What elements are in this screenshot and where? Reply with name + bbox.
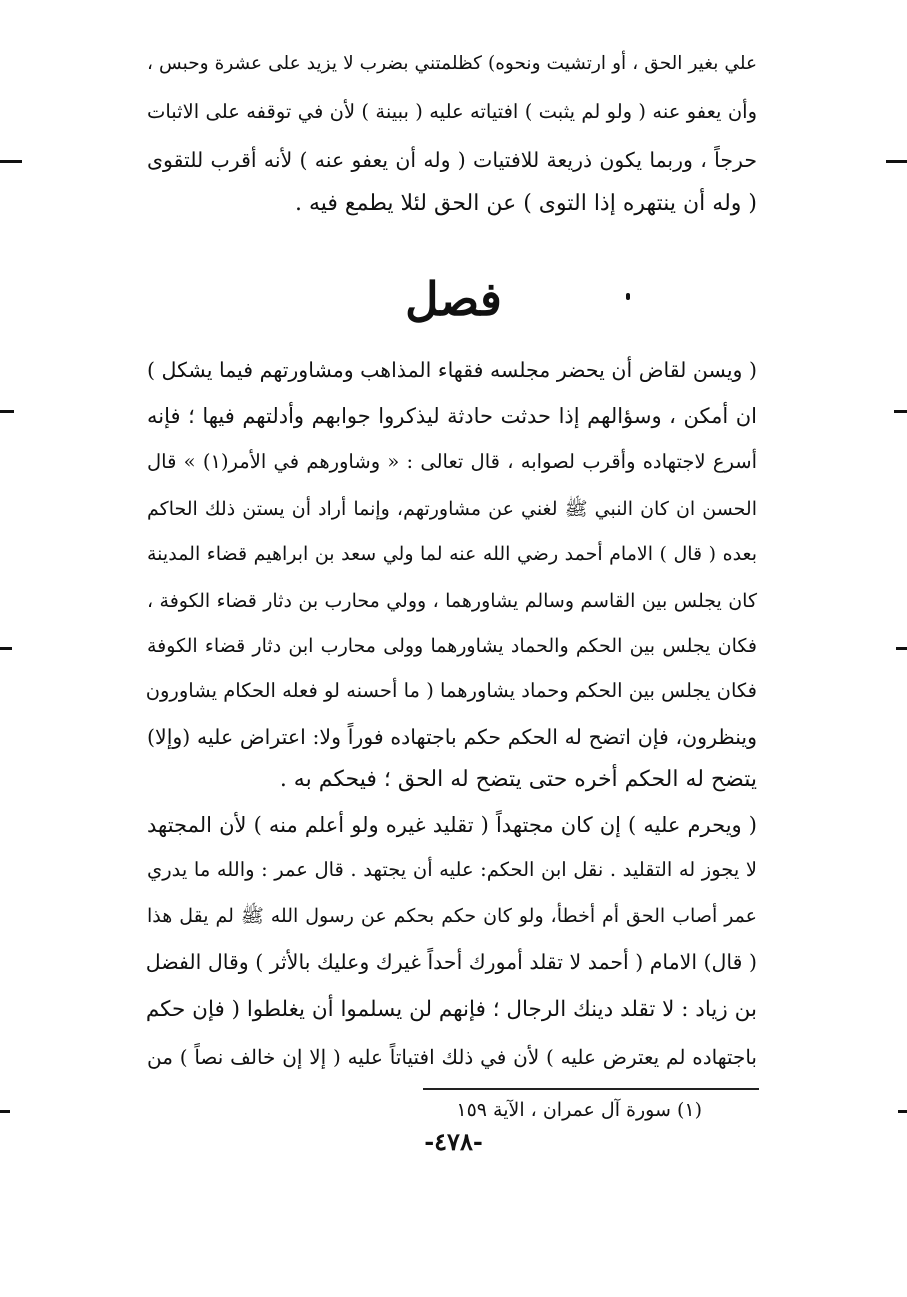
footnote: (١) سورة آل عمران ، الآية ١٥٩	[456, 1099, 702, 1121]
text-line: لا يجوز له التقليد . نقل ابن الحكم: عليه أن يجتهد . قال عمر : والله ما يدري	[147, 858, 757, 881]
scan-mark	[894, 410, 907, 413]
text-line: حرجاً ، وربما يكون ذريعة للافتيات ( وله أن يعفو عنه ) لأنه أقرب للتقوى	[147, 148, 757, 172]
scan-mark	[896, 647, 907, 650]
text-line: بعده ( قال ) الامام أحمد رضي الله عنه لما ولي سعد بن ابراهيم قضاء المدينة	[147, 543, 757, 565]
section-heading: فصل	[405, 272, 502, 326]
page-number: -٤٧٨-	[424, 1127, 483, 1156]
text-line: فكان يجلس بين الحكم وحماد يشاورهما ( ما أحسنه لو فعله الحكام يشاورون	[145, 679, 757, 702]
text-line: ( ويسن لقاض أن يحضر مجلسه فقهاء المذاهب ومشاورتهم فيما يشكل )	[147, 358, 757, 382]
scan-mark	[886, 160, 907, 163]
scan-mark	[0, 1110, 10, 1113]
text-line: عمر أصاب الحق أم أخطأ، ولو كان حكم بحكم عن رسول الله ﷺ لم يقل هذا	[147, 905, 757, 927]
text-line: ( قال) الامام ( أحمد لا تقلد أمورك أحداً غيرك وعليك بالأثر ) وقال الفضل	[145, 950, 757, 974]
text-line: يتضح له الحكم أخره حتى يتضح له الحق ؛ فيحكم به .	[279, 767, 757, 792]
speck	[626, 293, 630, 300]
text-line: فكان يجلس بين الحكم والحماد يشاورهما وولى محارب ابن دثار قضاء الكوفة	[147, 635, 757, 657]
text-line: أسرع لاجتهاده وأقرب لصوابه ، قال تعالى : « وشاورهم في الأمر(١) » قال	[147, 450, 757, 473]
text-line: وأن يعفو عنه ( ولو لم يثبت ) افتياته عليه ( ببينة ) لأن في توقفه على الاثبات	[147, 100, 757, 123]
text-line: الحسن ان كان النبي ﷺ لغني عن مشاورتهم، وإنما أراد أن يستن ذلك الحاكم	[147, 498, 757, 520]
scan-mark	[898, 1110, 907, 1113]
text-line: ( ويحرم عليه ) إن كان مجتهداً ( تقليد غيره ولو أعلم منه ) لأن المجتهد	[147, 813, 757, 837]
scan-mark	[0, 647, 12, 650]
text-line: كان يجلس بين القاسم وسالم يشاورهما ، وولي محارب بن دثار قضاء الكوفة ،	[147, 590, 757, 612]
text-line: علي بغير الحق ، أو ارتشيت ونحوه) كظلمتني بضرب لا يزيد على عشرة وحبس ،	[147, 53, 757, 74]
text-line: ان أمكن ، وسؤالهم إذا حدثت حادثة ليذكروا جوابهم وأدلتهم فيها ؛ فإنه	[147, 404, 757, 428]
text-line: ( وله أن ينتهره إذا التوى ) عن الحق لئلا يطمع فيه .	[295, 191, 757, 216]
scan-mark	[0, 160, 22, 163]
footnote-rule	[423, 1088, 759, 1090]
text-line: وينظرون، فإن اتضح له الحكم حكم باجتهاده فوراً ولا: اعتراض عليه (وإلا)	[147, 725, 757, 749]
text-line: باجتهاده لم يعترض عليه ) لأن في ذلك افتياتاً عليه ( إلا إن خالف نصاً ) من	[147, 1045, 757, 1069]
scan-mark	[0, 410, 14, 413]
text-line: بن زياد : لا تقلد دينك الرجال ؛ فإنهم لن يسلموا أن يغلطوا ( فإن حكم	[145, 997, 757, 1022]
